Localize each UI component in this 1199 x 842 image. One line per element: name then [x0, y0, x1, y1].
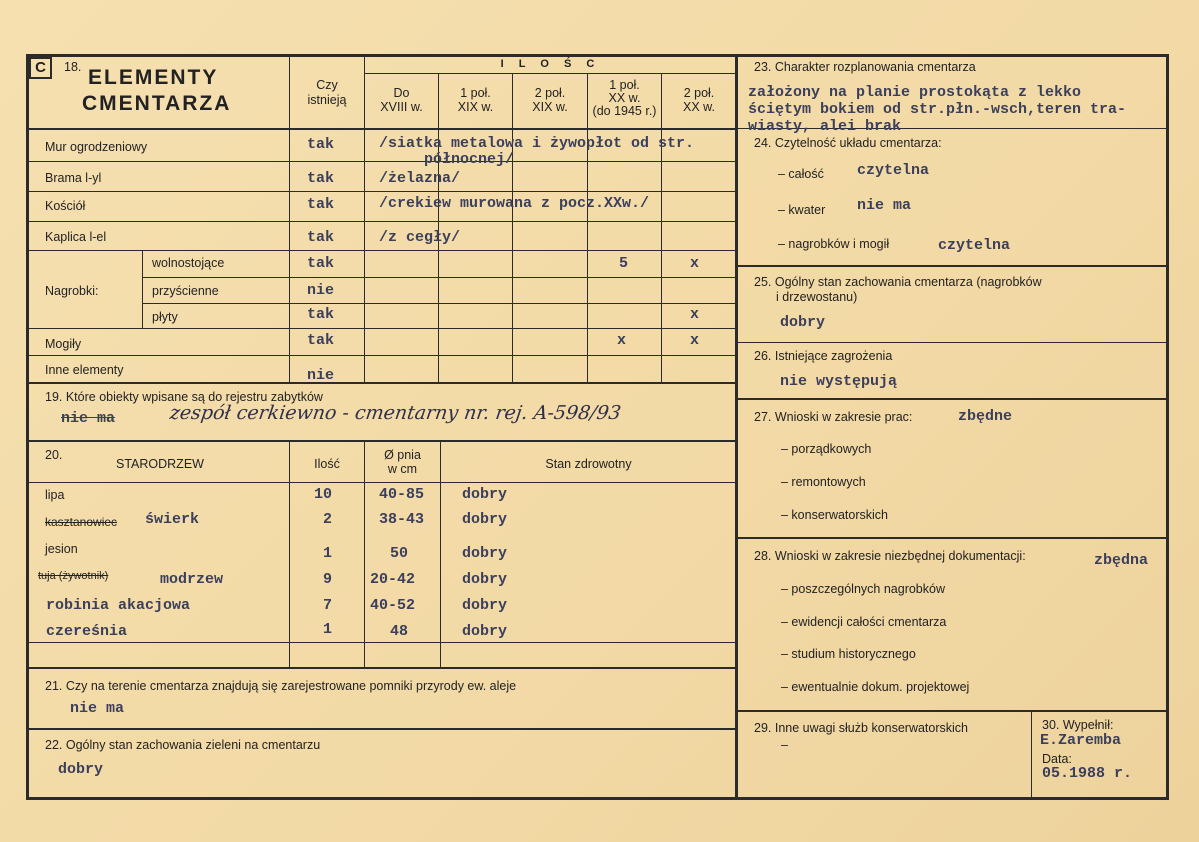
hline	[26, 328, 736, 329]
tree-state-3: dobry	[462, 545, 508, 562]
date-label: Data:	[1042, 752, 1072, 766]
row-label-other: Inne elementy	[45, 363, 124, 377]
page-title-line2: CMENTARZA	[82, 92, 232, 115]
col-header-quantity: I L O Ś C	[500, 58, 601, 70]
row-exists-gate: tak	[307, 170, 335, 187]
section-letter-box	[29, 57, 52, 79]
row-label-mounds: Mogiły	[45, 337, 82, 351]
border-right	[1166, 54, 1169, 800]
tree-state-5: dobry	[462, 597, 508, 614]
tree-count-2: 2	[323, 511, 333, 528]
item-27-2: – remontowych	[781, 475, 866, 489]
graves-freestanding-p4: 5	[619, 255, 629, 272]
page-title-line1: ELEMENTY	[88, 66, 219, 89]
center-divider	[735, 54, 738, 800]
row-label-wall: Mur ogrodzeniowy	[45, 140, 148, 154]
answer-19-struck: nie ma	[61, 410, 116, 427]
border-left	[26, 54, 29, 800]
tree-state-4: dobry	[462, 571, 508, 588]
tree-count-1: 10	[314, 486, 333, 503]
vline	[512, 73, 513, 382]
tree-state-2: dobry	[462, 511, 508, 528]
tree-state-6: dobry	[462, 623, 508, 640]
value-24-graves: czytelna	[938, 237, 1011, 254]
hline	[26, 482, 736, 483]
hline	[142, 303, 736, 304]
tree-diam-1: 40-85	[379, 486, 425, 503]
item-28-2: – ewidencji całości cmentarza	[781, 615, 947, 629]
answer-23-line2: ściętym bokiem od str.płn.-wsch,teren tra-	[748, 101, 1127, 118]
item-27-1: – porządkowych	[781, 442, 872, 456]
col-header-diameter: Ø pnia w cm	[384, 448, 421, 476]
answer-26: nie występują	[780, 373, 898, 390]
answer-23-line3: wiasty, alei brak	[748, 118, 902, 135]
date-value: 05.1988 r.	[1042, 765, 1133, 782]
hline	[26, 728, 736, 730]
row-exists-wall: tak	[307, 136, 335, 153]
question-23: 23. Charakter rozplanowania cmentarza	[754, 60, 976, 74]
graves-sub-wall: przyścienne	[152, 284, 219, 298]
row-exists-chapel: tak	[307, 229, 335, 246]
tree-diam-2: 38-43	[379, 511, 425, 528]
hline	[26, 221, 736, 222]
tree-typed-5: robinia akacjowa	[46, 597, 191, 614]
hline	[142, 277, 736, 278]
graves-slabs-exists: tak	[307, 306, 335, 323]
tree-printed-2: kasztanowiec	[45, 515, 118, 529]
row-note-church: /crekiew murowana z pocz.XXw./	[379, 195, 650, 212]
row-note-chapel: /z cegły/	[379, 229, 461, 246]
hline	[736, 710, 1168, 712]
question-22: 22. Ogólny stan zachowania zieleni na cmentarzu	[45, 738, 321, 752]
graves-wall-exists: nie	[307, 282, 335, 299]
hline	[26, 191, 736, 192]
hline	[364, 73, 736, 74]
hline	[736, 398, 1168, 400]
hline	[26, 128, 736, 130]
item-28-4: – ewentualnie dokum. projektowej	[781, 680, 970, 694]
question-28: 28. Wnioski w zakresie niezbędnej dokumentacji:	[754, 549, 1026, 563]
item-27-3: – konserwatorskich	[781, 508, 888, 522]
mounds-exists: tak	[307, 332, 335, 349]
tree-count-3: 1	[323, 545, 333, 562]
graves-slabs-p5: x	[690, 306, 700, 323]
tree-typed-6: czereśnia	[46, 623, 128, 640]
section-number: 18.	[64, 60, 82, 74]
tree-typed-2: świerk	[145, 511, 200, 528]
tree-printed-4: tuja (żywotnik)	[38, 570, 109, 582]
vline	[142, 250, 143, 328]
mounds-p4: x	[617, 332, 627, 349]
row-note-wall-2: północnej/	[424, 151, 515, 168]
mounds-p5: x	[690, 332, 700, 349]
vline	[1031, 710, 1032, 798]
col-header-period-1: Do XVIII w.	[380, 86, 423, 114]
question-19: 19. Które obiekty wpisane są do rejestru zabytków	[45, 390, 323, 404]
tree-diam-4: 20-42	[370, 571, 416, 588]
answer-28: zbędna	[1094, 552, 1149, 569]
vline	[289, 440, 290, 667]
item-28-1: – poszczególnych nagrobków	[781, 582, 945, 596]
tree-state-1: dobry	[462, 486, 508, 503]
hline	[736, 537, 1168, 539]
answer-22: dobry	[58, 761, 104, 778]
vline	[438, 73, 439, 382]
question-26: 26. Istniejące zagrożenia	[754, 349, 893, 363]
question-21: 21. Czy na terenie cmentarza znajdują się zarejestrowane pomniki przyrody ew. aleje	[45, 679, 517, 693]
tree-count-6: 1	[323, 621, 333, 638]
tree-count-5: 7	[323, 597, 333, 614]
row-note-gate: /żelazna/	[379, 170, 461, 187]
hline	[26, 250, 736, 251]
value-24-quarters: nie ma	[857, 197, 912, 214]
graves-freestanding-p5: x	[690, 255, 700, 272]
tree-typed-4: modrzew	[160, 571, 224, 588]
row-label-chapel: Kaplica l-el	[45, 230, 107, 244]
tree-diam-6: 48	[390, 623, 409, 640]
col-header-period-4: 1 poł. XX w. (do 1945 r.)	[592, 78, 657, 118]
col-header-exists: Czy istnieją	[307, 78, 347, 107]
other-exists: nie	[307, 367, 335, 384]
answer-21: nie ma	[70, 700, 125, 717]
hline	[736, 342, 1168, 343]
question-25-line2: i drzewostanu)	[776, 290, 858, 304]
hline	[26, 161, 736, 162]
hline	[26, 642, 736, 643]
answer-19-handwritten: zespół cerkiewno - cmentarny nr. rej. A-598/93	[168, 402, 623, 424]
item-24-graves: – nagrobków i mogił	[778, 237, 890, 251]
item-24-quarters: – kwater	[778, 203, 826, 217]
graves-sub-slabs: płyty	[152, 310, 178, 324]
tree-count-4: 9	[323, 571, 333, 588]
col-header-health: Stan zdrowotny	[545, 457, 632, 471]
row-label-church: Kościół	[45, 199, 86, 213]
row-exists-church: tak	[307, 196, 335, 213]
label-30: 30. Wypełnił:	[1042, 718, 1114, 732]
graves-freestanding-exists: tak	[307, 255, 335, 272]
tree-printed-3: jesion	[45, 542, 78, 556]
item-28-3: – studium historycznego	[781, 647, 916, 661]
hline	[26, 355, 736, 356]
row-label-graves: Nagrobki:	[45, 284, 99, 298]
question-29: 29. Inne uwagi służb konserwatorskich	[754, 721, 969, 735]
tree-diam-5: 40-52	[370, 597, 416, 614]
graves-sub-freestanding: wolnostojące	[152, 256, 225, 270]
hline	[736, 265, 1168, 267]
col-header-period-5: 2 poł. XX w.	[683, 86, 715, 114]
vline	[440, 440, 441, 667]
row-label-gate: Brama l-yl	[45, 171, 102, 185]
item-24-whole: – całość	[778, 167, 824, 181]
vline	[661, 73, 662, 382]
hline	[26, 382, 736, 384]
hline	[26, 440, 736, 442]
border-bottom	[26, 797, 1169, 800]
vline	[587, 73, 588, 382]
section-letter: C	[35, 59, 46, 76]
hline	[26, 667, 736, 669]
section-20-title: STARODRZEW	[116, 457, 204, 471]
col-header-count: Ilość	[314, 457, 340, 471]
col-header-period-3: 2 poł. XIX w.	[532, 86, 568, 114]
section-20-number: 20.	[45, 448, 63, 462]
dash-29: –	[781, 738, 788, 752]
filled-by-name: E.Zaremba	[1040, 732, 1122, 749]
tree-printed-1: lipa	[45, 488, 65, 502]
answer-27: zbędne	[958, 408, 1013, 425]
tree-diam-3: 50	[390, 545, 409, 562]
question-27: 27. Wnioski w zakresie prac:	[754, 410, 913, 424]
answer-25: dobry	[780, 314, 826, 331]
answer-23-line1: założony na planie prostokąta z lekko	[748, 84, 1082, 101]
question-24: 24. Czytelność układu cmentarza:	[754, 136, 942, 150]
value-24-whole: czytelna	[857, 162, 930, 179]
col-header-period-2: 1 poł. XIX w.	[457, 86, 494, 114]
question-25-line1: 25. Ogólny stan zachowania cmentarza (nagrobków	[754, 275, 1042, 289]
row-note-wall: /siatka metalowa i żywopłot od str.	[379, 135, 695, 152]
